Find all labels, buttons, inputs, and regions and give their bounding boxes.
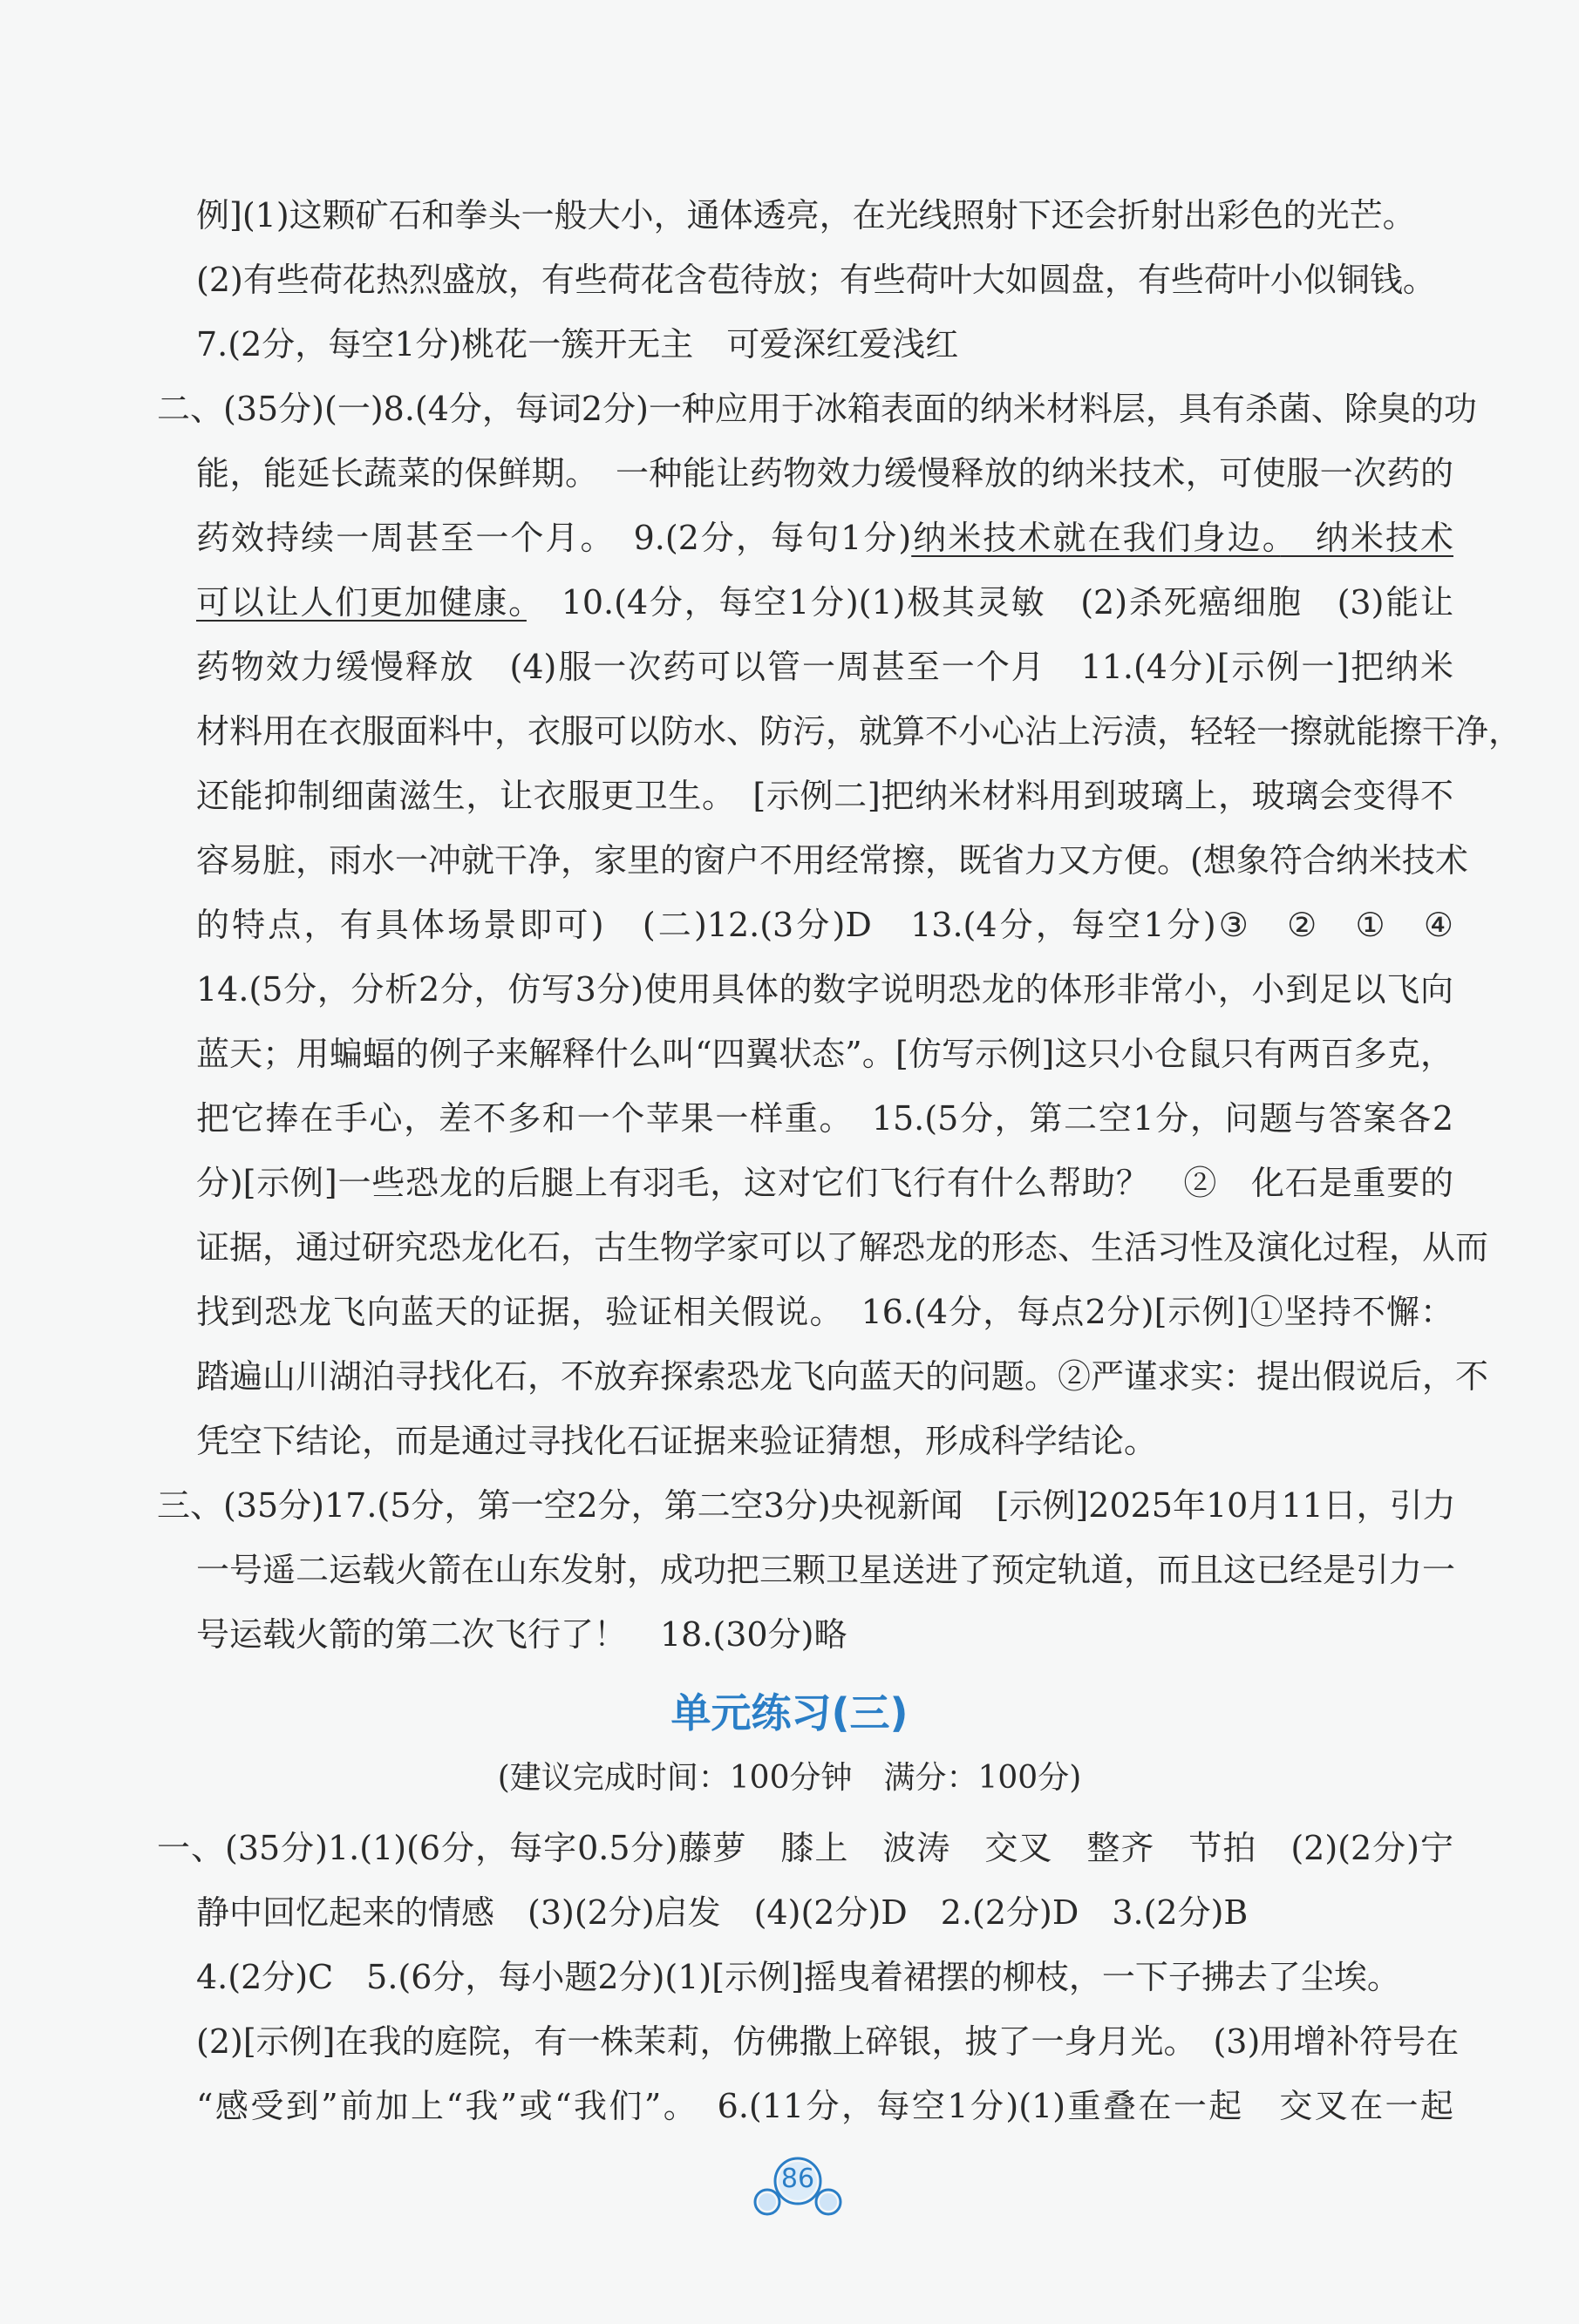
answer-line: 能，能延长蔬菜的保鲜期。 一种能让药物效力缓慢释放的纳米技术，可使服一次药的: [196, 454, 1453, 493]
answer-line: (2)有些荷花热烈盛放，有些荷花含苞待放；有些荷叶大如圆盘，有些荷叶小似铜钱。: [196, 261, 1436, 299]
answer-line: 静中回忆起来的情感 (3)(2分)启发 (4)(2分)D 2.(2分)D 3.(2分)B: [196, 1893, 1249, 1932]
section-title: 单元练习(三): [670, 1689, 909, 1736]
section-subtitle: (建议完成时间：100分钟 满分：100分): [497, 1760, 1082, 1796]
page-number: 86: [780, 2164, 815, 2194]
answer-line: 把它捧在手心，差不多和一个苹果一样重。 15.(5分，第二空1分，问题与答案各2: [196, 1099, 1453, 1138]
answer-line: [196, 512, 1453, 564]
answer-line: 的特点，有具体场景即可) (二)12.(3分)D 13.(4分，每空1分)③ ② ① ④: [196, 906, 1453, 944]
answer-line: 三、(35分)17.(5分，第一空2分，第二空3分)央视新闻 [示例]2025年10月11日，引力: [157, 1486, 1456, 1525]
answer-line: 容易脏，雨水一冲就干净，家里的窗户不用经常擦，既省力又方便。(想象符合纳米技术: [196, 841, 1468, 880]
answer-line: 凭空下结论，而是通过寻找化石证据来验证猜想，形成科学结论。: [196, 1422, 1158, 1460]
answer-line: (2)[示例]在我的庭院，有一株茉莉，仿佛撒上碎银，披了一身月光。 (3)用增补符号在: [196, 2022, 1460, 2061]
answer-line: 一号遥二运载火箭在山东发射，成功把三颗卫星送进了预定轨道，而且这已经是引力一: [196, 1551, 1456, 1589]
answer-text: 10.(4分，每空1分)(1)极其灵敏 (2)杀死癌细胞 (3)能让: [526, 583, 1453, 622]
answer-line: 踏遍山川湖泊寻找化石，不放弃探索恐龙飞向蓝天的问题。②严谨求实：提出假说后，不: [196, 1357, 1489, 1396]
answer-line: 分)[示例]一些恐龙的后腿上有羽毛，这对它们飞行有什么帮助？ ② 化石是重要的: [196, 1164, 1453, 1202]
underlined-answer: 纳米技术: [1280, 519, 1453, 557]
answer-line: 证据，通过研究恐龙化石，古生物学家可以了解恐龙的形态、生活习性及演化过程，从而: [196, 1228, 1489, 1267]
answer-line: 4.(2分)C 5.(6分，每小题2分)(1)[示例]摇曳着裙摆的柳枝，一下子拂去了尘埃。: [196, 1958, 1400, 1996]
answer-line: 蓝天；用蝙蝠的例子来解释什么叫“四翼状态”。[仿写示例]这只小仓鼠只有两百多克，: [196, 1035, 1453, 1073]
answer-line: 例](1)这颗矿石和拳头一般大小，通体透亮，在光线照射下还会折射出彩色的光芒。: [196, 196, 1416, 234]
answer-line: 材料用在衣服面料中，衣服可以防水、防污，就算不小心沾上污渍，轻轻一擦就能擦干净，: [196, 712, 1522, 751]
answer-line: “感受到”前加上“我”或“我们”。 6.(11分，每空1分)(1)重叠在一起 交叉在一起: [196, 2087, 1453, 2125]
underlined-answer: 可以让人们更加健康。: [196, 583, 527, 622]
answer-line: 一、(35分)1.(1)(6分，每字0.5分)藤萝 膝上 波涛 交叉 整齐 节拍 (2)(2分)宁: [157, 1829, 1453, 1867]
answer-line: 还能抑制细菌滋生，让衣服更卫生。 [示例二]把纳米材料用到玻璃上，玻璃会变得不: [196, 777, 1453, 815]
answer-text: 药效持续一周甚至一个月。 9.(2分，每句1分): [196, 519, 912, 557]
answer-line: 7.(2分，每空1分)桃花一簇开无主 可爱深红爱浅红: [196, 325, 959, 364]
answer-line: 二、(35分)(一)8.(4分，每词2分)一种应用于冰箱表面的纳米材料层，具有杀菌、除臭的功: [157, 390, 1477, 428]
answer-line: 找到恐龙飞向蓝天的证据，验证相关假说。 16.(4分，每点2分)[示例]①坚持不懈：: [196, 1293, 1453, 1331]
answer-line: 药物效力缓慢释放 (4)服一次药可以管一周甚至一个月 11.(4分)[示例一]把纳米: [196, 648, 1453, 686]
answer-line: 号运载火箭的第二次飞行了！ 18.(30分)略: [196, 1615, 847, 1654]
answer-line: [196, 576, 1453, 629]
page-number-badge: [745, 2153, 850, 2223]
underlined-answer: 纳米技术就在我们身边。: [911, 519, 1281, 557]
answer-line: 14.(5分，分析2分，仿写3分)使用具体的数字说明恐龙的体形非常小，小到足以飞向: [196, 970, 1453, 1009]
